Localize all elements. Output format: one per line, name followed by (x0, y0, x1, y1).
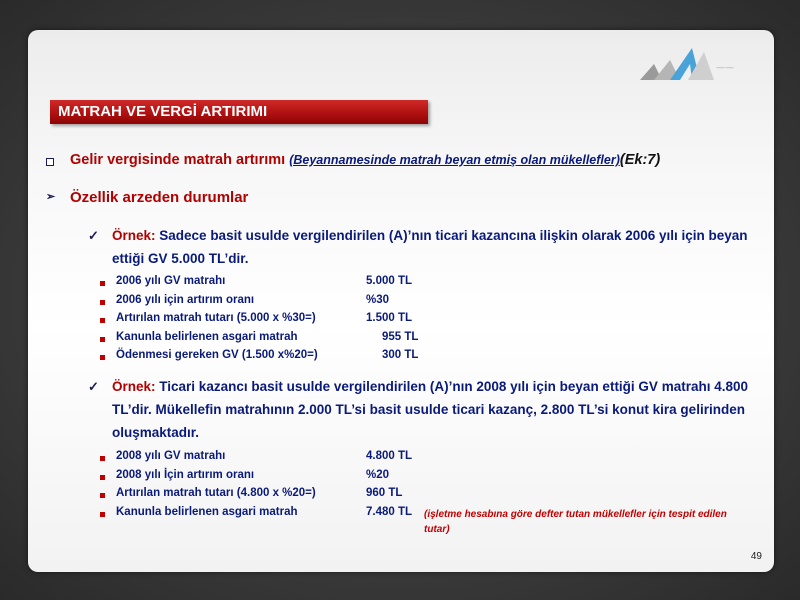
slide: —— MATRAH VE VERGİ ARTIRIMI Gelir vergisinde matrah artırımı (Beyannamesinde matrah beyan etmiş olan mükellefler)(Ek:7) ➢ Özellik arzeden durumlar ✓ Örnek: Sadece basit usulde vergilendirilen (A)’nın ticari kazancına ilişkin olarak 2006 yılı için beyan ettiği GV 5.000 TL’dir. 2006 yılı GV matrahı 5.000 TL 2006 yılı için artırım oranı %30 Artırılan matrah tutarı (5.000 x %30=) 1.500 TL Kanunla belirlenen asgari matrah 955 TL Ödenmesi gereken GV (1.500 x%20=) 300 TL ✓ Örnek: Ticari kazancı basit usulde vergilendirilen (A)’nın 2008 yılı için beyan ettiği GV matrahı 4.800 TL’dir. Mükellefin matrahının 2.000 TL’si basit usulde ticari kazanç, 2.800 TL’si konut kira gelirinden oluşmaktadır. 2008 yılı GV matrahı 4.800 TL 2008 yılı İçin artırım oranı %20 Artırılan matrah tutarı (4.800 x %20=) 960 TL Kanunla belirlenen asgari matrah 7.480 TL (işletme hesabına göre defter tutan mükellefler için tespit edilen tutar) 49 (28, 30, 774, 572)
red-square-bullet-icon (100, 300, 105, 305)
example-2 (88, 375, 758, 445)
slide-title: MATRAH VE VERGİ ARTIRIMI (50, 100, 428, 124)
line2-text: Özellik arzeden durumlar (70, 189, 249, 206)
red-square-bullet-icon (100, 456, 105, 461)
bullet-gelir-vergisi (46, 152, 766, 172)
page-number: 49 (750, 551, 762, 562)
bullet-ozellik (46, 189, 446, 209)
svg-text:——: —— (716, 63, 734, 73)
example-1 (88, 224, 758, 272)
example1-text: Sadece basit usulde vergilendirilen (A)’nın ticari kazancına ilişkin olarak 2006 yılı için beyan ettiği GV 5.000 TL’dir. (112, 228, 748, 266)
square-bullet-icon (46, 153, 54, 171)
logo (640, 40, 770, 88)
red-square-bullet-icon (100, 318, 105, 323)
red-square-bullet-icon (100, 512, 105, 517)
example2-text: Ticari kazancı basit usulde vergilendirilen (A)’nın 2008 yılı için beyan ettiği GV matrahı 4.800 TL’dir. Mükellefin matrahının 2.000 TL’si basit usulde ticari kazanç, 2.800 TL’si konut kira gelirinden oluşmaktadır. (112, 379, 748, 440)
row-note: (işletme hesabına göre defter tutan mükellefler için tespit edilen tutar) (424, 508, 727, 535)
red-square-bullet-icon (100, 337, 105, 342)
arrow-bullet-icon: ➢ (46, 191, 56, 203)
line1-link[interactable]: (Beyannamesinde matrah beyan etmiş olan mükellefler) (289, 153, 620, 167)
check-bullet-icon: ✓ (88, 379, 99, 394)
red-square-bullet-icon (100, 281, 105, 286)
example1-label: Örnek: (112, 228, 156, 243)
line1-text: Gelir vergisinde matrah artırımı (70, 152, 286, 168)
example2-label: Örnek: (112, 379, 156, 394)
red-square-bullet-icon (100, 493, 105, 498)
red-square-bullet-icon (100, 355, 105, 360)
red-square-bullet-icon (100, 475, 105, 480)
line1-suffix: (Ek:7) (619, 152, 661, 168)
check-bullet-icon: ✓ (88, 228, 99, 243)
